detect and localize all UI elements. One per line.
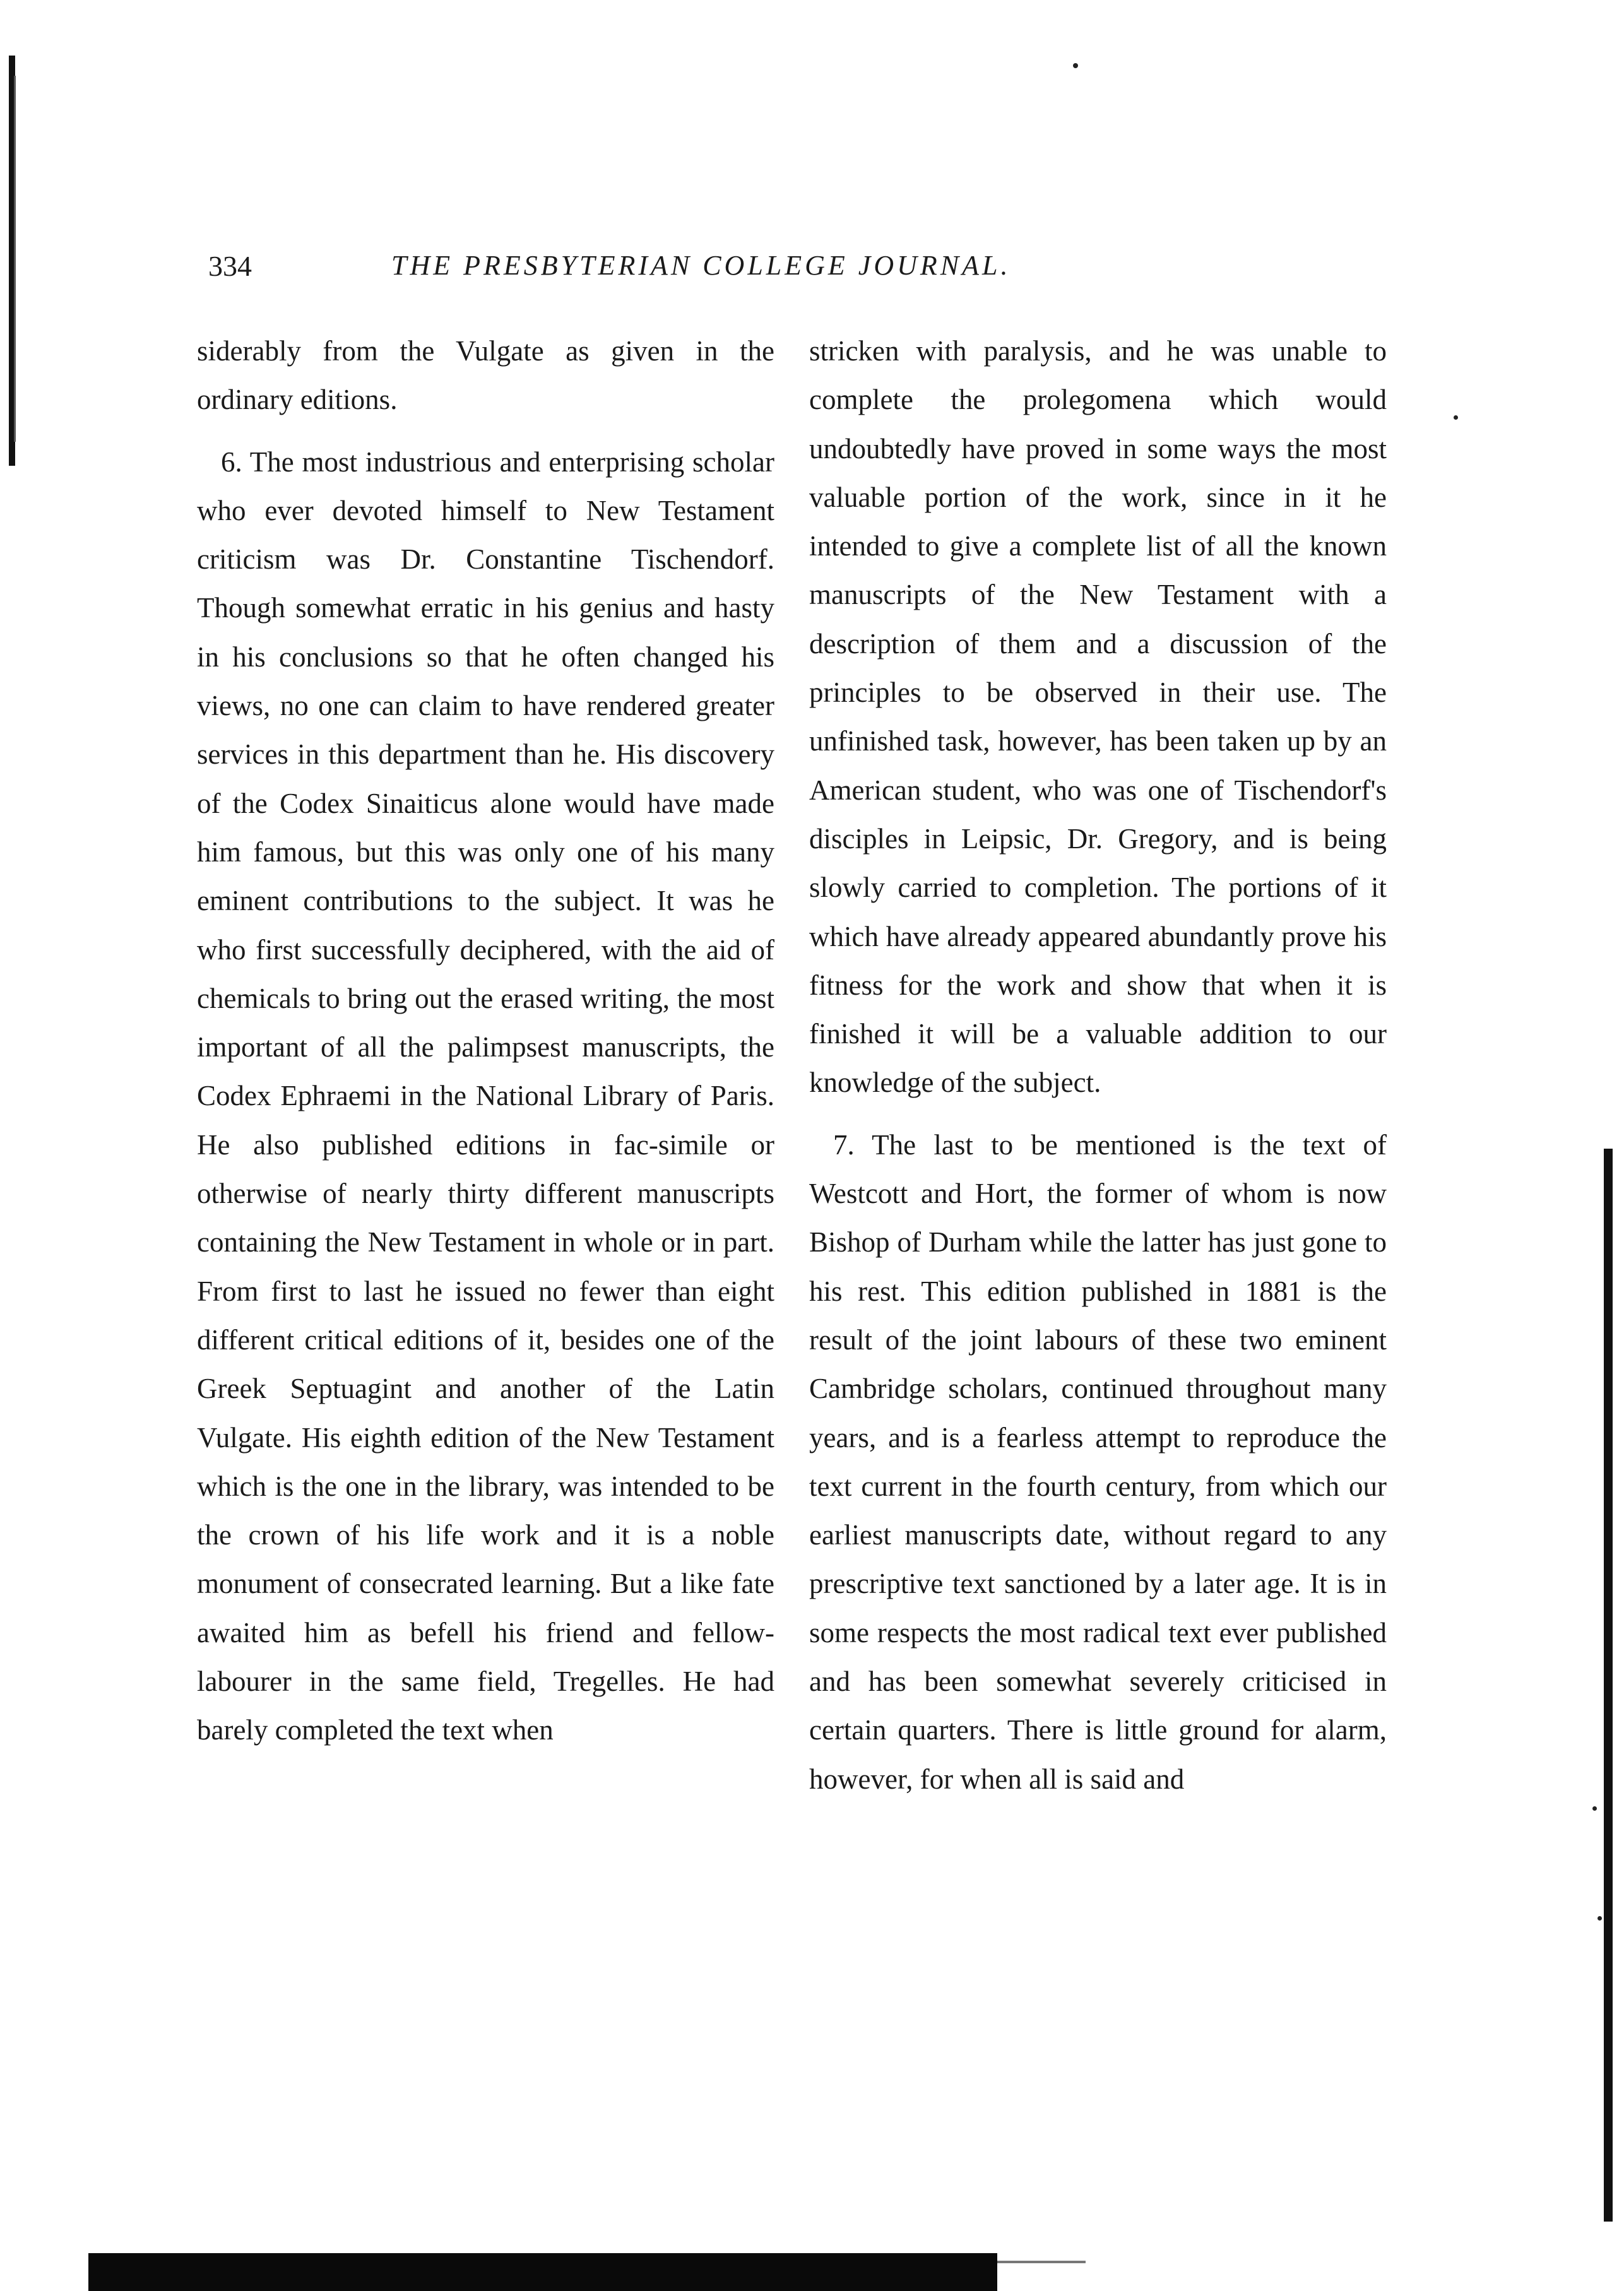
paragraph: 6. The most industrious and enterprising scholar who ever devoted himself to New Testament criticism was Dr. Constantine Tischendorf. Though somewhat erratic in his genius and hasty in his conclusions so that he often changed his views, no one can claim to have rendered greater services in this department than he. His discovery of the Codex Sinaiticus alone would have made him famous, but this was only one of his many eminent contributions to the subject. It was he who first successfully deciphered, with the aid of chemicals to bring out the erased writing, the most important of all the palimpsest manuscripts, the Codex Ephraemi in the National Library of Paris. He also published editions in fac-simile or otherwise of nearly thirty different manuscripts containing the New Testament in whole or in part. From first to last he issued no fewer than eight different critical editions of it, besides one of the Greek Septuagint and another of the Latin Vulgate. His eighth edition of the New Testament which is the one in the library, was intended to be the crown of his life work and it is a noble monument of consecrated learning. But a like fate awaited him as befell his friend and fellow-labourer in the same field, Tregelles. He had barely completed the text when — [197, 446, 774, 1746]
scan-edge-shadow-bottom — [88, 2253, 997, 2291]
paragraph: 7. The last to be mentioned is the text of Westcott and Hort, the former of whom is now Bishop of Durham while the latter has just gone to his rest. This edition published in 1881 is the result of the joint labours of these two eminent Cambridge scholars, continued throughout many years, and is a fearless attempt to reproduce the text current in the fourth century, from which our earliest manuscripts date, without regard to any prescriptive text sanctioned by a later age. It is in some respects the most radical text ever published and has been somewhat severely criticised in certain quarters. There is little ground for alarm, however, for when all is said and — [809, 1128, 1387, 1795]
scan-edge-shadow-right — [1604, 1149, 1613, 2222]
page-header — [208, 249, 1142, 293]
left-column — [197, 327, 774, 1755]
scan-speck — [1073, 63, 1078, 68]
right-column — [809, 327, 1387, 1804]
scan-edge-line-left — [14, 76, 16, 442]
running-title: THE PRESBYTERIAN COLLEGE JOURNAL. — [391, 250, 1011, 281]
paragraph: stricken with paralysis, and he was unable to complete the prolegomena which would undoubtedly have proved in some ways the most valuable portion of the work, since in it he intended to give a complete list of all the known manuscripts of the New Testament with a description of them and a discussion of the principles to be observed in their use. The unfinished task, however, has been taken up by an American student, who was one of Tischendorf's disciples in Leipsic, Dr. Gregory, and is being slowly carried to completion. The portions of it which have already appeared abundantly prove his fitness for the work and show that when it is finished it will be a valuable addition to our knowledge of the subject. — [809, 335, 1387, 1099]
scan-edge-line-bottom — [997, 2261, 1086, 2263]
page-number: 334 — [208, 250, 252, 282]
scan-speck — [1597, 1916, 1602, 1921]
scan-speck — [1592, 1806, 1597, 1811]
scan-speck — [1454, 415, 1458, 420]
paragraph: siderably from the Vulgate as given in the ordinary editions. — [197, 335, 774, 416]
